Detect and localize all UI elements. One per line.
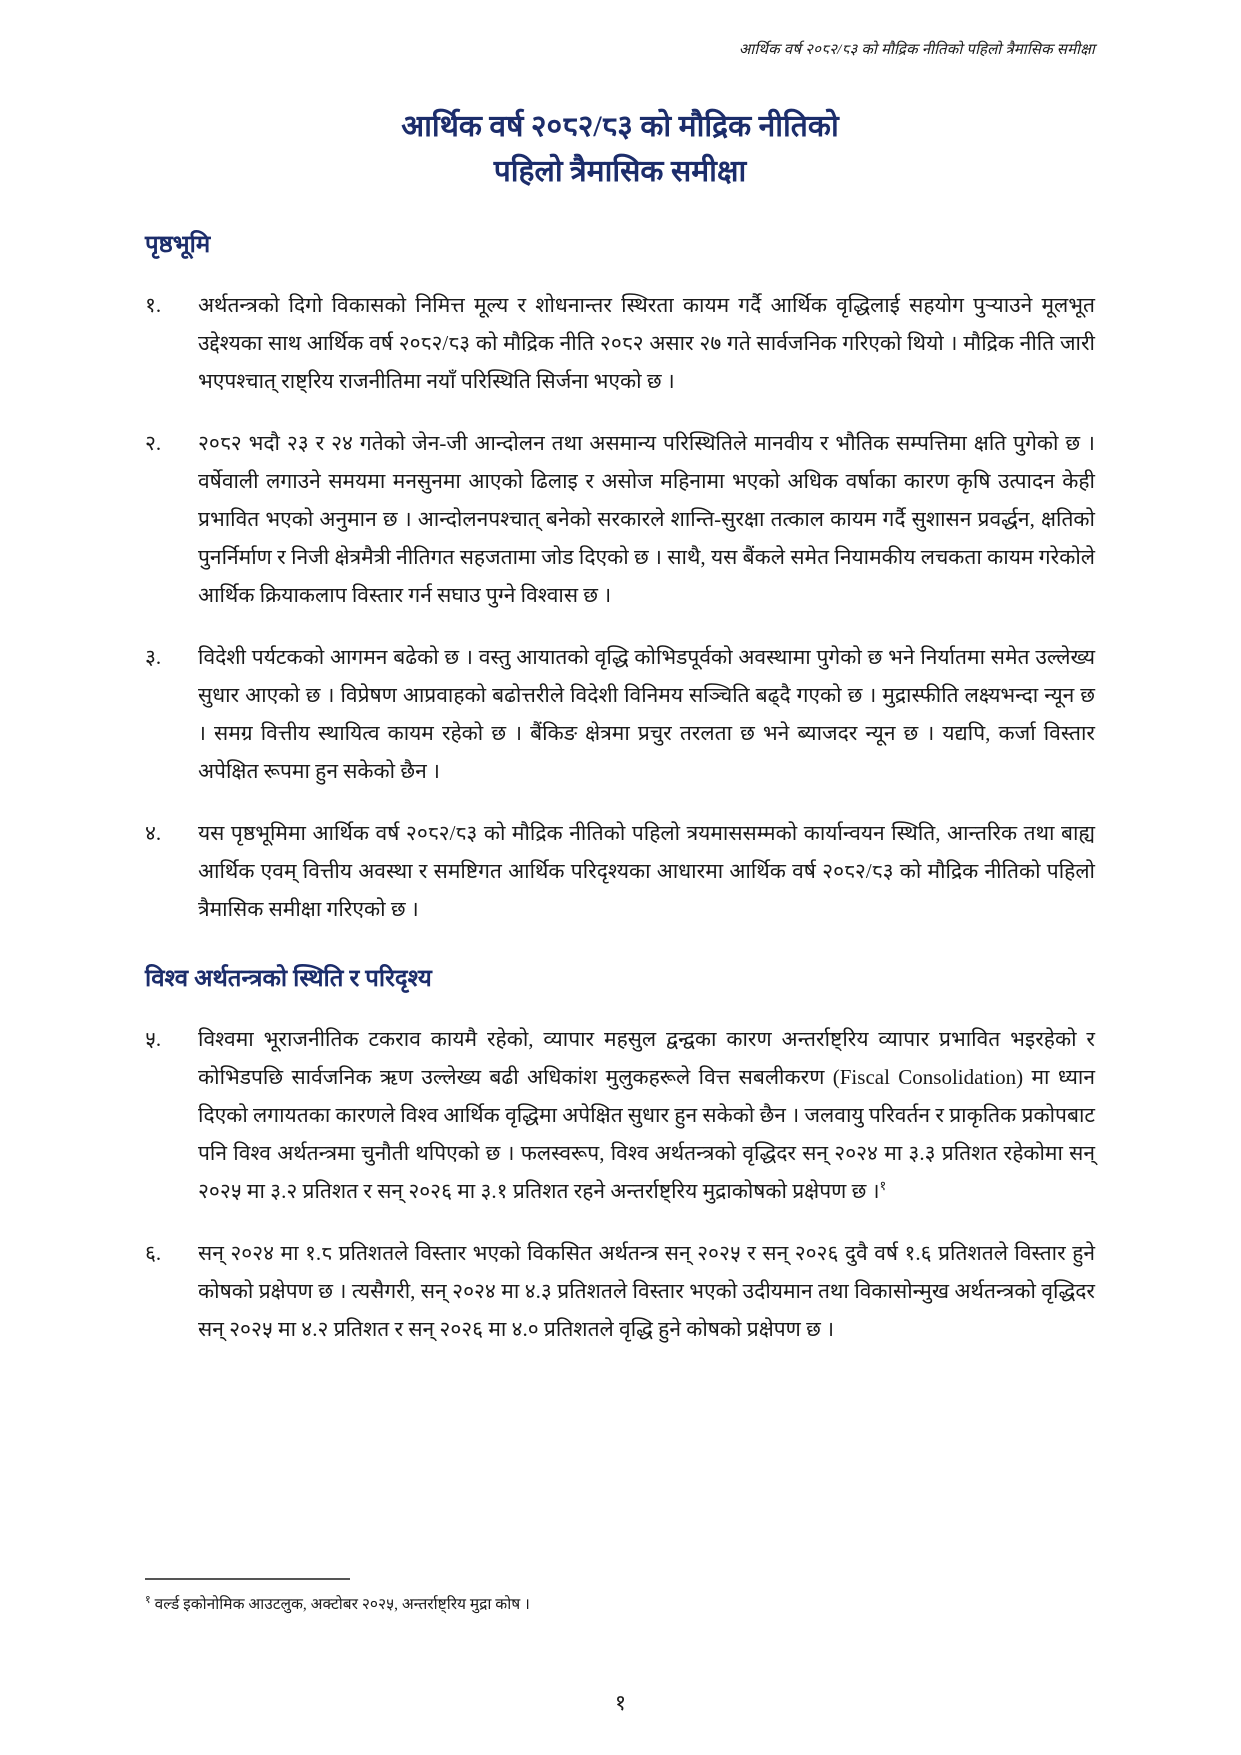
document-title [145, 104, 1095, 194]
paragraph-5 [145, 1020, 1095, 1210]
paragraph-text: यस पृष्ठभूमिमा आर्थिक वर्ष २०८२/८३ को मौद्रिक नीतिको पहिलो त्रयमाससम्मको कार्यान्वयन स्थिति, आन्तरिक तथा बाह्य आर्थिक एवम् वित्तीय अवस्था र समष्टिगत आर्थिक परिदृश्यका आधारमा आर्थिक वर्ष २०८२/८३ को मौद्रिक नीतिको पहिलो त्रैमासिक समीक्षा गरिएको छ । [198, 821, 1095, 921]
paragraph-text: सन् २०२४ मा १.८ प्रतिशतले विस्तार भएको विकसित अर्थतन्त्र सन् २०२५ र सन् २०२६ दुवै वर्ष १.६ प्रतिशतले विस्तार हुने कोषको प्रक्षेपण छ । त्यसैगरी, सन् २०२४ मा ४.३ प्रतिशतले विस्तार भएको उदीयमान तथा विकासोन्मुख अर्थतन्त्रको वृद्धिदर सन् २०२५ मा ४.२ प्रतिशत र सन् २०२६ मा ४.० प्रतिशतले वृद्धि हुने कोषको प्रक्षेपण छ । [198, 1241, 1095, 1341]
footnote-text: वर्ल्ड इकोनोमिक आउटलुक, अक्टोबर २०२५, अन्तर्राष्ट्रिय मुद्रा कोष । [154, 1596, 530, 1614]
paragraph-3 [145, 638, 1095, 790]
footnote-divider [145, 1578, 350, 1580]
paragraph-2 [145, 424, 1095, 614]
paragraph-number: २. [145, 431, 162, 455]
paragraph-text: २०८२ भदौ २३ र २४ गतेको जेन-जी आन्दोलन तथा असमान्य परिस्थितिले मानवीय र भौतिक सम्पत्तिमा क्षति पुगेको छ । वर्षेवाली लगाउने समयमा मनसुनमा आएको ढिलाइ र असोज महिनामा भएको अधिक वर्षाका कारण कृषि उत्पादन केही प्रभावित भएको अनुमान छ । आन्दोलनपश्चात् बनेको सरकारले शान्ति-सुरक्षा तत्काल कायम गर्दै सुशासन प्रवर्द्धन, क्षतिको पुनर्निर्माण र निजी क्षेत्रमैत्री नीतिगत सहजतामा जोड दिएको छ । साथै, यस बैंकले समेत नियामकीय लचकता कायम गरेकोले आर्थिक क्रियाकलाप विस्तार गर्न सघाउ पुग्ने विश्वास छ । [198, 431, 1095, 607]
section-heading-background: पृष्ठभूमि [145, 232, 211, 258]
paragraph-number: ४. [145, 821, 162, 845]
paragraph-number: ३. [145, 645, 162, 669]
paragraph-text: विदेशी पर्यटकको आगमन बढेको छ । वस्तु आयातको वृद्धि कोभिडपूर्वको अवस्थामा पुगेको छ भने निर्यातमा समेत उल्लेख्य सुधार आएको छ । विप्रेषण आप्रवाहको बढोत्तरीले विदेशी विनिमय सञ्चिति बढ्दै गएको छ । मुद्रास्फीति लक्ष्यभन्दा न्यून छ । समग्र वित्तीय स्थायित्व कायम रहेको छ । बैंकिङ क्षेत्रमा प्रचुर तरलता छ भने ब्याजदर न्यून छ । यद्यपि, कर्जा विस्तार अपेक्षित रूपमा हुन सकेको छैन । [198, 645, 1095, 783]
footnote-reference: १ [879, 1178, 887, 1193]
running-header: आर्थिक वर्ष २०८२/८३ को मौद्रिक नीतिको पहिलो त्रैमासिक समीक्षा [738, 42, 1095, 58]
paragraph-text [198, 1020, 1095, 1210]
document-title-line1: आर्थिक वर्ष २०८२/८३ को मौद्रिक नीतिको [401, 110, 839, 143]
paragraph-6 [145, 1234, 1095, 1348]
document-title-line2: पहिलो त्रैमासिक समीक्षा [493, 155, 747, 188]
footnote [145, 1589, 1095, 1616]
section-heading-world-economy: विश्व अर्थतन्त्रको स्थिति र परिदृश्य [145, 966, 432, 992]
paragraph-text: अर्थतन्त्रको दिगो विकासको निमित्त मूल्य र शोधनान्तर स्थिरता कायम गर्दै आर्थिक वृद्धिलाई सहयोग पुर्‍याउने मूलभूत उद्देश्यका साथ आर्थिक वर्ष २०८२/८३ को मौद्रिक नीति २०८२ असार २७ गते सार्वजनिक गरिएको थियो । मौद्रिक नीति जारी भएपश्चात् राष्ट्रिय राजनीतिमा नयाँ परिस्थिति सिर्जना भएको छ । [198, 293, 1095, 393]
paragraph-text-body: विश्वमा भूराजनीतिक टकराव कायमै रहेको, व्यापार महसुल द्वन्द्वका कारण अन्तर्राष्ट्रिय व्यापार प्रभावित भइरहेको र कोभिडपछि सार्वजनिक ऋण उल्लेख्य बढी अधिकांश मुलुकहरूले वित्त सबलीकरण (Fiscal Consolidation) मा ध्यान दिएको लगायतका कारणले विश्व आर्थिक वृद्धिमा अपेक्षित सुधार हुन सकेको छैन । जलवायु परिवर्तन र प्राकृतिक प्रकोपबाट पनि विश्व अर्थतन्त्रमा चुनौती थपिएको छ । फलस्वरूप, विश्व अर्थतन्त्रको वृद्धिदर सन् २०२४ मा ३.३ प्रतिशत रहेकोमा सन् २०२५ मा ३.२ प्रतिशत र सन् २०२६ मा ३.१ प्रतिशत रहने अन्तर्राष्ट्रिय मुद्राकोषको प्रक्षेपण छ । [198, 1027, 1095, 1203]
footnote-block [145, 1578, 1095, 1616]
paragraph-1 [145, 286, 1095, 400]
paragraph-number: १. [145, 293, 162, 317]
paragraph-4 [145, 814, 1095, 928]
paragraph-number: ६. [145, 1241, 162, 1265]
paragraph-number: ५. [145, 1027, 162, 1051]
page-number: १ [614, 1690, 627, 1715]
footnote-marker: १ [145, 1594, 151, 1606]
